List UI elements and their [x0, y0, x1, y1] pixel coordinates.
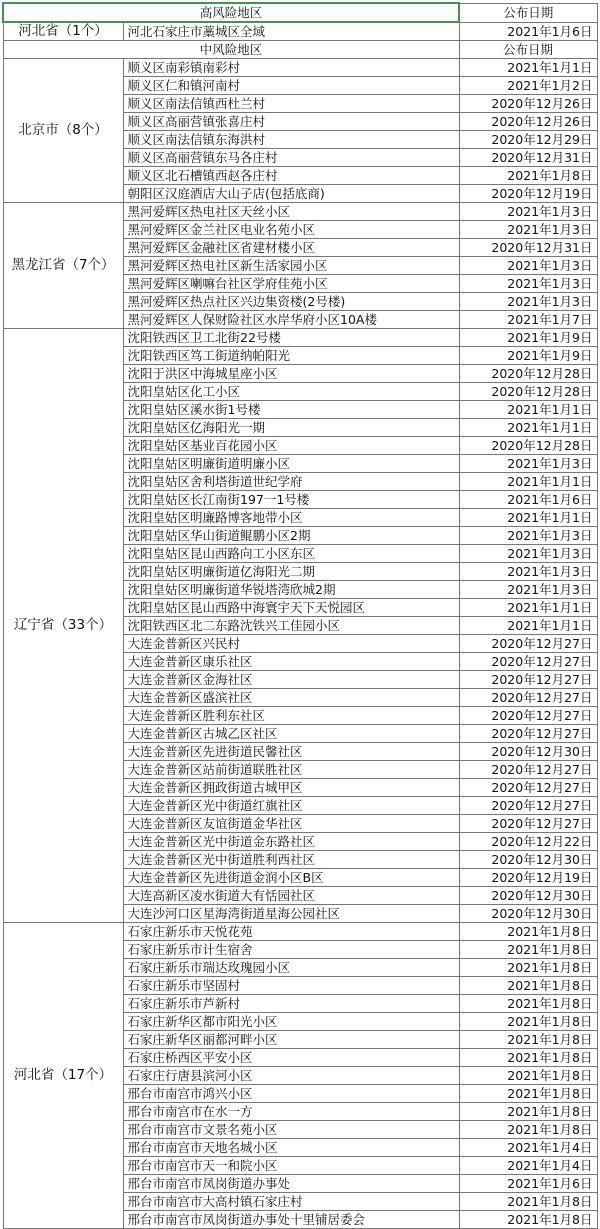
risk-areas-table-body [3, 3, 597, 1229]
medium-risk-row [3, 203, 597, 221]
high-risk-header-row [3, 3, 597, 22]
date-cell: 2021年1月8日 [459, 1049, 597, 1067]
area-cell: 顺义区仁和镇河南村 [123, 77, 459, 95]
province-cell: 黑龙江省（7个） [3, 203, 123, 329]
area-cell: 沈阳皇姑区昆山西路中海寰宇天下天悦园区 [123, 599, 459, 617]
area-cell: 石家庄新华区丽都河畔小区 [123, 1031, 459, 1049]
area-cell: 沈阳皇姑区亿海阳光一期 [123, 419, 459, 437]
date-cell: 2020年12月27日 [459, 635, 597, 653]
area-cell: 大连金普新区康乐社区 [123, 653, 459, 671]
high-risk-date-header: 公布日期 [459, 3, 597, 22]
date-cell: 2020年12月29日 [459, 131, 597, 149]
date-cell: 2020年12月31日 [459, 239, 597, 257]
date-cell: 2021年1月8日 [459, 167, 597, 185]
date-cell: 2021年1月8日 [459, 1013, 597, 1031]
date-cell: 2021年1月3日 [459, 275, 597, 293]
area-cell: 顺义区南法信镇西杜兰村 [123, 95, 459, 113]
high-risk-row [3, 22, 597, 41]
date-cell: 2021年1月8日 [459, 1211, 597, 1229]
area-cell: 大连金普新区先进街道民馨社区 [123, 743, 459, 761]
area-cell: 顺义区高丽营镇张喜庄村 [123, 113, 459, 131]
area-cell: 沈阳皇姑区华山街道鲲鹏小区2期 [123, 527, 459, 545]
date-cell: 2021年1月8日 [459, 1085, 597, 1103]
area-cell: 石家庄桥西区平安小区 [123, 1049, 459, 1067]
area-cell: 顺义区北石槽镇西赵各庄村 [123, 167, 459, 185]
area-cell: 黑河爱辉区热点社区兴边集资楼(2号楼) [123, 293, 459, 311]
area-cell: 顺义区南彩镇南彩村 [123, 59, 459, 77]
area-cell: 大连金普新区光中街道胜利西社区 [123, 851, 459, 869]
province-cell: 河北省（1个） [3, 22, 123, 41]
area-cell: 沈阳皇姑区明廉街道亿海阳光二期 [123, 563, 459, 581]
date-cell: 2020年12月19日 [459, 869, 597, 887]
medium-risk-row [3, 59, 597, 77]
province-cell: 河北省（17个） [3, 923, 123, 1229]
area-cell: 顺义区南法信镇东海洪村 [123, 131, 459, 149]
high-risk-header: 高风险地区 [3, 3, 459, 22]
area-cell: 邢台市南宫市天地名城小区 [123, 1139, 459, 1157]
date-cell: 2021年1月8日 [459, 1067, 597, 1085]
date-cell: 2021年1月3日 [459, 563, 597, 581]
date-cell: 2021年1月1日 [459, 419, 597, 437]
area-cell: 黑河爱辉区喇嘛台社区学府佳苑小区 [123, 275, 459, 293]
area-cell: 石家庄新乐市计生宿舍 [123, 941, 459, 959]
area-cell: 大连金普新区先进街道金润小区B区 [123, 869, 459, 887]
area-cell: 石家庄新乐市天悦花苑 [123, 923, 459, 941]
area-cell: 石家庄新乐市瑞达玫瑰园小区 [123, 959, 459, 977]
area-cell: 大连高新区凌水街道大有恬园社区 [123, 887, 459, 905]
date-cell: 2021年1月6日 [459, 491, 597, 509]
date-cell: 2020年12月28日 [459, 437, 597, 455]
date-cell: 2021年1月8日 [459, 977, 597, 995]
medium-risk-header: 中风险地区 [3, 41, 459, 59]
date-cell: 2020年12月22日 [459, 833, 597, 851]
area-cell: 顺义区高丽营镇东马各庄村 [123, 149, 459, 167]
date-cell: 2020年12月27日 [459, 761, 597, 779]
province-cell: 辽宁省（33个） [3, 329, 123, 923]
date-cell: 2021年1月3日 [459, 455, 597, 473]
medium-risk-row [3, 329, 597, 347]
area-cell: 黑河爱辉区人保财险社区水岸华府小区10A楼 [123, 311, 459, 329]
area-cell: 大连金普新区拥政街道古城甲区 [123, 779, 459, 797]
area-cell: 邢台市南宫市大高村镇石家庄村 [123, 1193, 459, 1211]
area-cell: 邢台市南宫市文景名苑小区 [123, 1121, 459, 1139]
date-cell: 2020年12月27日 [459, 653, 597, 671]
area-cell: 黑河爱辉区热电社区新生活家园小区 [123, 257, 459, 275]
area-cell: 大连金普新区胜利东社区 [123, 707, 459, 725]
area-cell: 沈阳皇姑区长江南街197一1号楼 [123, 491, 459, 509]
date-cell: 2021年1月1日 [459, 59, 597, 77]
date-cell: 2021年1月4日 [459, 1157, 597, 1175]
medium-risk-header-row [3, 41, 597, 59]
date-cell: 2020年12月30日 [459, 905, 597, 923]
medium-risk-date-header: 公布日期 [459, 41, 597, 59]
date-cell: 2021年1月3日 [459, 293, 597, 311]
date-cell: 2021年1月3日 [459, 221, 597, 239]
date-cell: 2020年12月26日 [459, 113, 597, 131]
date-cell: 2021年1月8日 [459, 1031, 597, 1049]
date-cell: 2021年1月4日 [459, 1139, 597, 1157]
area-cell: 沈阳皇姑区明廉路博客地带小区 [123, 509, 459, 527]
date-cell: 2020年12月27日 [459, 797, 597, 815]
medium-risk-row [3, 923, 597, 941]
date-cell: 2020年12月28日 [459, 365, 597, 383]
area-cell: 大连金普新区站前街道联胜社区 [123, 761, 459, 779]
area-cell: 沈阳皇姑区化工小区 [123, 383, 459, 401]
date-cell: 2020年12月27日 [459, 725, 597, 743]
area-cell: 大连金普新区金海社区 [123, 671, 459, 689]
date-cell: 2021年1月3日 [459, 545, 597, 563]
date-cell: 2020年12月30日 [459, 887, 597, 905]
area-cell: 大连金普新区盛滨社区 [123, 689, 459, 707]
area-cell: 沈阳铁西区卫工北街22号楼 [123, 329, 459, 347]
date-cell: 2020年12月31日 [459, 149, 597, 167]
date-cell: 2021年1月8日 [459, 941, 597, 959]
date-cell: 2020年12月19日 [459, 185, 597, 203]
area-cell: 沈阳皇姑区明廉街道明廉小区 [123, 455, 459, 473]
area-cell: 邢台市南宫市凤岗街道办事处 [123, 1175, 459, 1193]
area-cell: 朝阳区汉庭酒店大山子店(包括底商) [123, 185, 459, 203]
area-cell: 河北石家庄市藁城区全域 [123, 22, 459, 41]
date-cell: 2021年1月8日 [459, 923, 597, 941]
date-cell: 2021年1月2日 [459, 77, 597, 95]
date-cell: 2021年1月3日 [459, 527, 597, 545]
date-cell: 2021年1月1日 [459, 401, 597, 419]
date-cell: 2021年1月6日 [459, 22, 597, 41]
area-cell: 石家庄行唐县滨河小区 [123, 1067, 459, 1085]
date-cell: 2021年1月8日 [459, 959, 597, 977]
date-cell: 2021年1月1日 [459, 473, 597, 491]
area-cell: 石家庄新乐市坚固村 [123, 977, 459, 995]
date-cell: 2020年12月30日 [459, 743, 597, 761]
area-cell: 沈阳皇姑区溪水街1号楼 [123, 401, 459, 419]
area-cell: 沈阳皇姑区昆山西路向工小区东区 [123, 545, 459, 563]
date-cell: 2021年1月1日 [459, 509, 597, 527]
area-cell: 邢台市南宫市凤岗街道办事处十里铺居委会 [123, 1211, 459, 1229]
area-cell: 沈阳铁西区北二东路沈铁兴工佳园小区 [123, 617, 459, 635]
area-cell: 石家庄新华区都市阳光小区 [123, 1013, 459, 1031]
date-cell: 2021年1月1日 [459, 617, 597, 635]
area-cell: 黑河爱辉区热电社区天丝小区 [123, 203, 459, 221]
area-cell: 大连金普新区光中街道红旗社区 [123, 797, 459, 815]
area-cell: 大连金普新区光中街道金东路社区 [123, 833, 459, 851]
area-cell: 大连金普新区兴民村 [123, 635, 459, 653]
date-cell: 2021年1月3日 [459, 257, 597, 275]
date-cell: 2021年1月7日 [459, 311, 597, 329]
date-cell: 2020年12月30日 [459, 851, 597, 869]
date-cell: 2021年1月3日 [459, 203, 597, 221]
date-cell: 2020年12月26日 [459, 95, 597, 113]
date-cell: 2021年1月6日 [459, 1175, 597, 1193]
area-cell: 邢台市南宫市天一和院小区 [123, 1157, 459, 1175]
date-cell: 2021年1月1日 [459, 599, 597, 617]
area-cell: 黑河爱辉区金兰社区电业名苑小区 [123, 221, 459, 239]
area-cell: 大连沙河口区星海湾街道星海公园社区 [123, 905, 459, 923]
date-cell: 2020年12月27日 [459, 689, 597, 707]
area-cell: 大连金普新区古城乙区社区 [123, 725, 459, 743]
area-cell: 黑河爱辉区金融社区省建材楼小区 [123, 239, 459, 257]
date-cell: 2021年1月8日 [459, 1121, 597, 1139]
area-cell: 沈阳铁西区笃工街道纳帕阳光 [123, 347, 459, 365]
area-cell: 邢台市南宫市在水一方 [123, 1103, 459, 1121]
date-cell: 2021年1月9日 [459, 329, 597, 347]
area-cell: 沈阳皇姑区基业百花园小区 [123, 437, 459, 455]
area-cell: 大连金普新区友谊街道金华社区 [123, 815, 459, 833]
risk-areas-table [2, 2, 598, 1229]
area-cell: 沈阳于洪区中海城星座小区 [123, 365, 459, 383]
date-cell: 2020年12月27日 [459, 671, 597, 689]
date-cell: 2020年12月27日 [459, 707, 597, 725]
area-cell: 邢台市南宫市鸿兴小区 [123, 1085, 459, 1103]
date-cell: 2020年12月27日 [459, 815, 597, 833]
date-cell: 2020年12月28日 [459, 383, 597, 401]
area-cell: 沈阳皇姑区明廉街道华锐塔湾欣城2期 [123, 581, 459, 599]
date-cell: 2020年12月27日 [459, 779, 597, 797]
date-cell: 2021年1月8日 [459, 995, 597, 1013]
date-cell: 2021年1月3日 [459, 581, 597, 599]
area-cell: 石家庄新乐市芦新村 [123, 995, 459, 1013]
date-cell: 2021年1月8日 [459, 1103, 597, 1121]
date-cell: 2021年1月9日 [459, 347, 597, 365]
area-cell: 沈阳皇姑区舍利塔街道世纪学府 [123, 473, 459, 491]
date-cell: 2021年1月8日 [459, 1193, 597, 1211]
province-cell: 北京市（8个） [3, 59, 123, 203]
